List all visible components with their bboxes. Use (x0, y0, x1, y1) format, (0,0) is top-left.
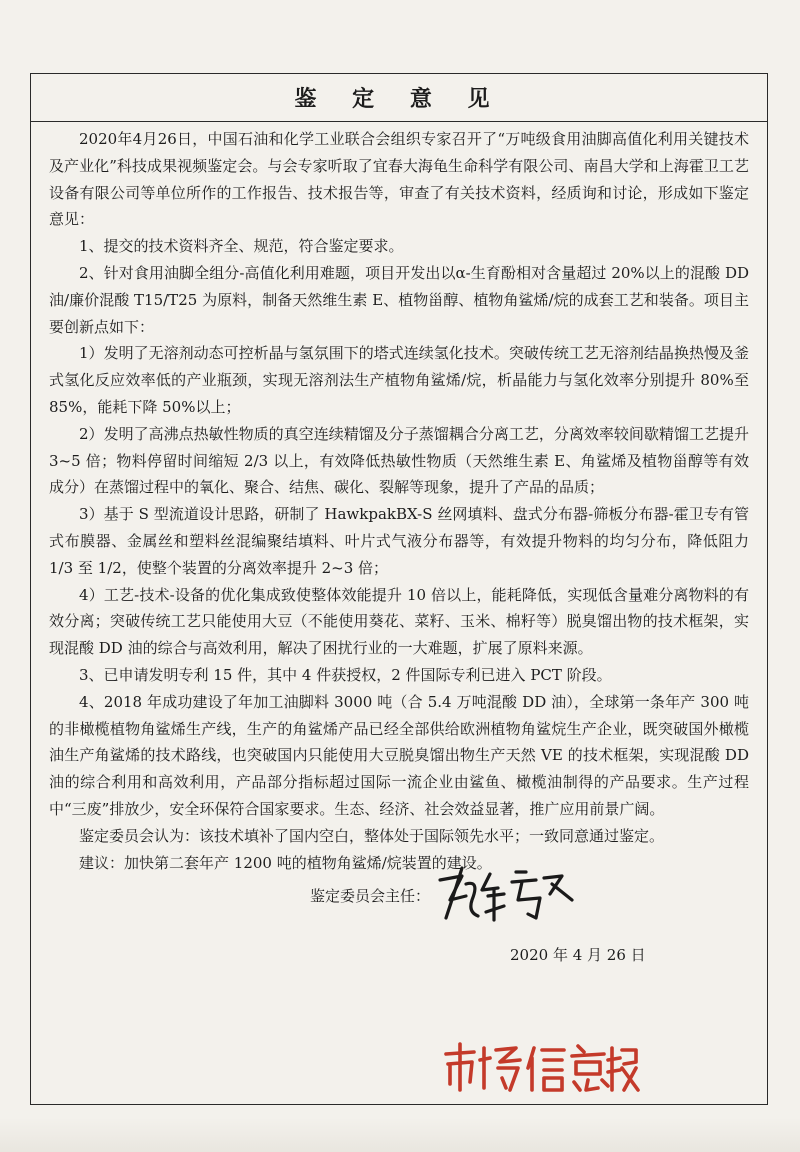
paragraph-innovation-2: 2）发明了高沸点热敏性物质的真空连续精馏及分子蒸馏耦合分离工艺，分离效率较间歇精馏工艺提升 3~5 倍；物料停留时间缩短 2/3 以上，有效降低热敏性物质（天然维生素 E、角鲨烯及植物甾醇等有效成分）在蒸馏过程中的氧化、聚合、结焦、碳化、裂解等现象，提升了产品的品质； (49, 424, 749, 497)
paragraph-item-1: 1、提交的技术资料齐全、规范，符合鉴定要求。 (79, 237, 404, 256)
paragraph-item-3: 3、已申请发明专利 15 件，其中 4 件获授权，2 件国际专利已进入 PCT 阶段。 (79, 665, 612, 684)
sign-date: 2020 年 4 月 26 日 (510, 946, 646, 964)
paragraph-suggestion: 建议：加快第二套年产 1200 吨的植物角鲨烯/烷装置的建设。 (79, 853, 492, 872)
signature-label: 鉴定委员会主任： (310, 886, 431, 905)
document-body (49, 126, 749, 876)
paragraph-item-2: 2、针对食用油脚全组分-高值化利用难题，项目开发出以α-生育酚相对含量超过 20%以上的混酸 DD 油/廉价混酸 T15/T25 为原料，制备天然维生素 E、植物甾醇、植物角鲨烯/烷的成套工艺和装备。项目主要创新点如下： (49, 263, 749, 336)
signature-row (310, 860, 582, 930)
paragraph-innovation-3: 3）基于 S 型流道设计思路，研制了 HawkpakBX-S 丝网填料、盘式分布器-筛板分布器-霍卫专有管式布膜器、金属丝和塑料丝混编聚结填料、叶片式气液分布器等，有效提升物料的均匀分布，降低阻力 1/3 至 1/2，使整个装置的分离效率提升 2~3 倍； (49, 505, 749, 577)
paragraph-innovation-1: 1）发明了无溶剂动态可控析晶与氢氛围下的塔式连续氢化技术。突破传统工艺无溶剂结晶换热慢及釜式氢化反应效率低的产业瓶颈，实现无溶剂法生产植物角鲨烯/烷，析晶能力与氢化效率分别提升 80%至 85%，能耗下降 50%以上； (49, 344, 749, 416)
page-title: 鉴 定 意 见 (31, 74, 767, 122)
handwritten-signature (432, 860, 582, 930)
paragraph-intro: 2020年4月26日，中国石油和化学工业联合会组织专家召开了“万吨级食用油脚高值化利用关键技术及产业化”科技成果视频鉴定会。与会专家听取了宜春大海龟生命科学有限公司、南昌大学和上海霍卫工艺设备有限公司等单位所作的工作报告、技术报告等，审查了有关技术资料，经质询和讨论，形成如下鉴定意见： (49, 130, 749, 229)
appraisal-sheet (30, 73, 768, 1105)
paragraph-innovation-4: 4）工艺-技术-设备的优化集成致使整体效能提升 10 倍以上，能耗降低，实现低含量难分离物料的有效分离；突破传统工艺只能使用大豆（不能使用葵花、菜籽、玉米、棉籽等）脱臭馏出物的技术框架，实现混酸 DD 油的综合与高效利用，解决了困扰行业的一大难题，扩展了原料来源。 (49, 585, 749, 658)
page-bottom-edge (0, 1118, 800, 1152)
paragraph-conclusion: 鉴定委员会认为：该技术填补了国内空白，整体处于国际领先水平；一致同意通过鉴定。 (79, 826, 665, 845)
paragraph-item-4: 4、2018 年成功建设了年加工油脚料 3000 吨（合 5.4 万吨混酸 DD 油），全球第一条年产 300 吨的非橄榄植物角鲨烯生产线，生产的角鲨烯产品已经全部供给欧洲植物角鲨烷生产企业，既突破国外橄榄油生产角鲨烯的技术路线，也突破国内只能使用大豆脱臭馏出物生产天然 VE 的技术框架，实现混酸 DD 油的综合利用和高效利用，产品部分指标超过国际一流企业由鲨鱼、橄榄油制得的产品要求。生产过程中“三废”排放少，安全环保符合国家要求。生态、经济、社会效益显著，推广应用前景广阔。 (49, 692, 749, 818)
newspaper-watermark-logo (440, 1038, 640, 1098)
